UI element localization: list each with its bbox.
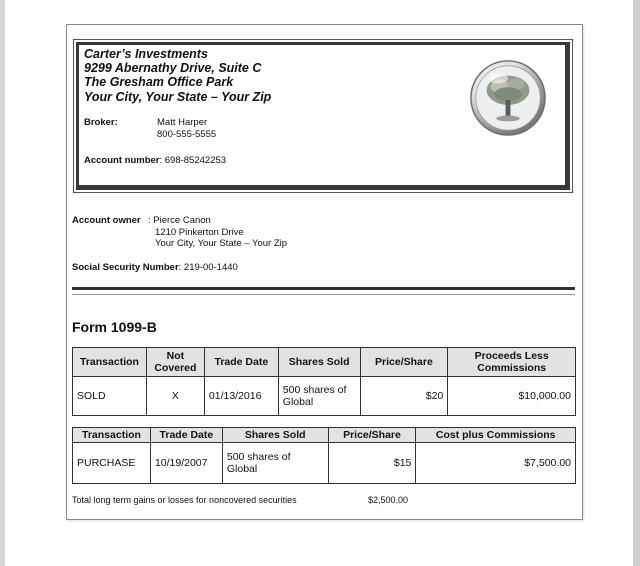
purchase-transaction-table (72, 427, 576, 484)
header-shares-sold: Shares Sold (222, 428, 328, 443)
cell-trade-date: 01/13/2016 (204, 377, 278, 416)
table-row (73, 377, 576, 416)
company-name: Carter’s Investments (84, 47, 208, 61)
summary-label: Total long term gains or losses for noncovered securities (72, 495, 297, 505)
section-divider-thin (72, 294, 575, 295)
cell-shares-sold: 500 shares of Global (222, 443, 328, 484)
viewer-left-border (0, 0, 5, 566)
account-number-line (84, 155, 226, 166)
header-trade-date: Trade Date (150, 428, 222, 443)
section-divider-thick (72, 287, 575, 290)
header-cost: Cost plus Commissions (416, 428, 576, 443)
company-address-line-3: Your City, Your State – Your Zip (84, 89, 272, 104)
cell-transaction: PURCHASE (73, 443, 151, 484)
broker-phone: 800-555-5555 (157, 129, 217, 140)
cell-price-share: $15 (328, 443, 416, 484)
owner-street: 1210 Pinkerton Drive (155, 226, 244, 238)
owner-city: Your City, Your State – Your Zip (155, 238, 288, 249)
account-number-value: : 698-85242253 (159, 155, 227, 166)
broker-label: Broker: (84, 117, 118, 128)
cell-cost: $7,500.00 (416, 443, 576, 484)
cell-transaction: SOLD (73, 377, 147, 416)
header-not-covered: Not Covered (146, 348, 204, 377)
cell-proceeds: $10,000.00 (448, 377, 576, 416)
company-header-inner (76, 42, 570, 190)
company-address-block (84, 47, 271, 104)
header-proceeds: Proceeds Less Commissions (448, 348, 576, 377)
header-trade-date: Trade Date (204, 348, 278, 377)
cell-trade-date: 10/19/2007 (150, 443, 222, 484)
ssn-label: Social Security Number (72, 262, 179, 273)
summary-value: $2,500.00 (368, 495, 409, 505)
form-title: Form 1099-B (72, 319, 157, 335)
table-header-row (73, 348, 576, 377)
ssn-value: : 219-00-1440 (178, 262, 238, 273)
company-header-box (73, 39, 573, 193)
owner-name: : Pierce Canon (148, 215, 211, 226)
account-owner-label: Account owner (72, 215, 141, 226)
table-row (73, 443, 576, 484)
table-header-row (73, 428, 576, 443)
account-owner-info (148, 215, 288, 250)
header-transaction: Transaction (73, 348, 147, 377)
sale-transaction-table (72, 347, 576, 416)
company-address-line-1: 9299 Abernathy Drive, Suite C (84, 61, 262, 76)
account-number-label: Account number (84, 155, 160, 166)
broker-info (157, 117, 216, 141)
money-tree-globe-logo-icon (469, 59, 547, 137)
document-page (66, 24, 583, 520)
cell-not-covered: X (146, 377, 204, 416)
company-address-line-2: The Gresham Office Park (84, 75, 234, 90)
header-transaction: Transaction (73, 428, 151, 443)
broker-name: Matt Harper (157, 117, 208, 128)
viewer-right-scrollbar[interactable] (633, 0, 640, 566)
header-price-share: Price/Share (360, 348, 448, 377)
ssn-line (72, 262, 238, 273)
header-price-share: Price/Share (328, 428, 416, 443)
cell-price-share: $20 (360, 377, 448, 416)
header-shares-sold: Shares Sold (278, 348, 360, 377)
cell-shares-sold: 500 shares of Global (278, 377, 360, 416)
